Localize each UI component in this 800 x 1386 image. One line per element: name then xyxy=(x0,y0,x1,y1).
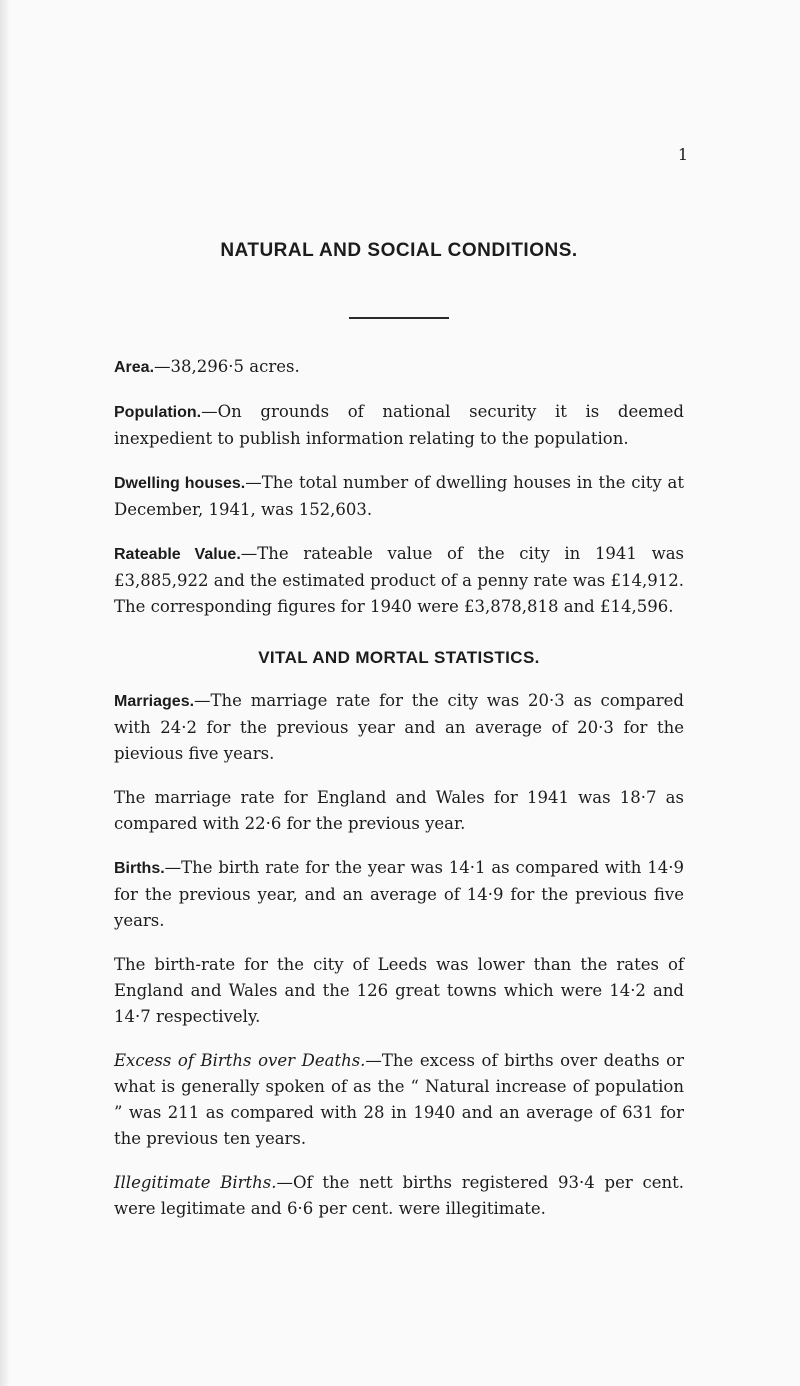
illegitimate-paragraph xyxy=(114,1170,684,1222)
excess-label: Excess of Births over Deaths. xyxy=(114,1051,366,1070)
dwelling-houses-label: Dwelling houses. xyxy=(114,475,246,492)
rateable-value-text: —The rateable value of the city in 1941 was £3,885,922 and the estimated product of a penny rate was £14,912. The corresponding figures for 1940 were £3,878,818 and £14,596. xyxy=(114,544,684,616)
illegitimate-text: —Of the nett births registered 93·4 per cent. were legitimate and 6·6 per cent. were illegitimate. xyxy=(114,1173,684,1218)
dwelling-houses-paragraph xyxy=(114,470,684,523)
page-number: 1 xyxy=(677,145,688,164)
document-body xyxy=(114,240,684,1240)
births-paragraph xyxy=(114,855,684,934)
page-edge-shadow xyxy=(0,0,10,1386)
vital-statistics-heading: VITAL AND MORTAL STATISTICS. xyxy=(258,648,540,667)
marriages-label: Marriages. xyxy=(114,693,195,710)
dwelling-houses-text: —The total number of dwelling houses in the city at December, 1941, was 152,603. xyxy=(114,473,684,519)
marriages-paragraph xyxy=(114,688,684,767)
main-heading: NATURAL AND SOCIAL CONDITIONS. xyxy=(220,240,578,261)
population-label: Population. xyxy=(114,404,202,421)
marriages-england-paragraph: The marriage rate for England and Wales for 1941 was 18·7 as compared with 22·6 for the previous year. xyxy=(114,788,684,833)
rateable-value-paragraph xyxy=(114,541,684,620)
excess-paragraph xyxy=(114,1048,684,1152)
population-paragraph xyxy=(114,399,684,452)
births-comparison-paragraph: The birth-rate for the city of Leeds was lower than the rates of England and Wales and the 126 great towns which were 14·2 and 14·7 respectively. xyxy=(114,955,684,1026)
rateable-value-label: Rateable Value. xyxy=(114,546,241,563)
heading-rule xyxy=(349,317,449,319)
illegitimate-label: Illegitimate Births. xyxy=(114,1173,277,1192)
area-text: —38,296·5 acres. xyxy=(154,357,300,376)
area-paragraph xyxy=(114,354,684,381)
marriages-text: —The marriage rate for the city was 20·3 as compared with 24·2 for the previous year and an average of 20·3 for the pievious five years. xyxy=(114,691,684,763)
area-label: Area. xyxy=(114,359,155,376)
births-label: Births. xyxy=(114,860,165,877)
population-text: —On grounds of national security it is deemed inexpedient to publish information relating to the population. xyxy=(114,402,684,448)
excess-text: —The excess of births over deaths or what is generally spoken of as the “ Natural increase of population ” was 211 as compared with 28 in 1940 and an average of 631 for the previous ten years. xyxy=(114,1051,684,1148)
births-text: —The birth rate for the year was 14·1 as compared with 14·9 for the previous year, and an average of 14·9 for the previous five years. xyxy=(114,858,684,930)
